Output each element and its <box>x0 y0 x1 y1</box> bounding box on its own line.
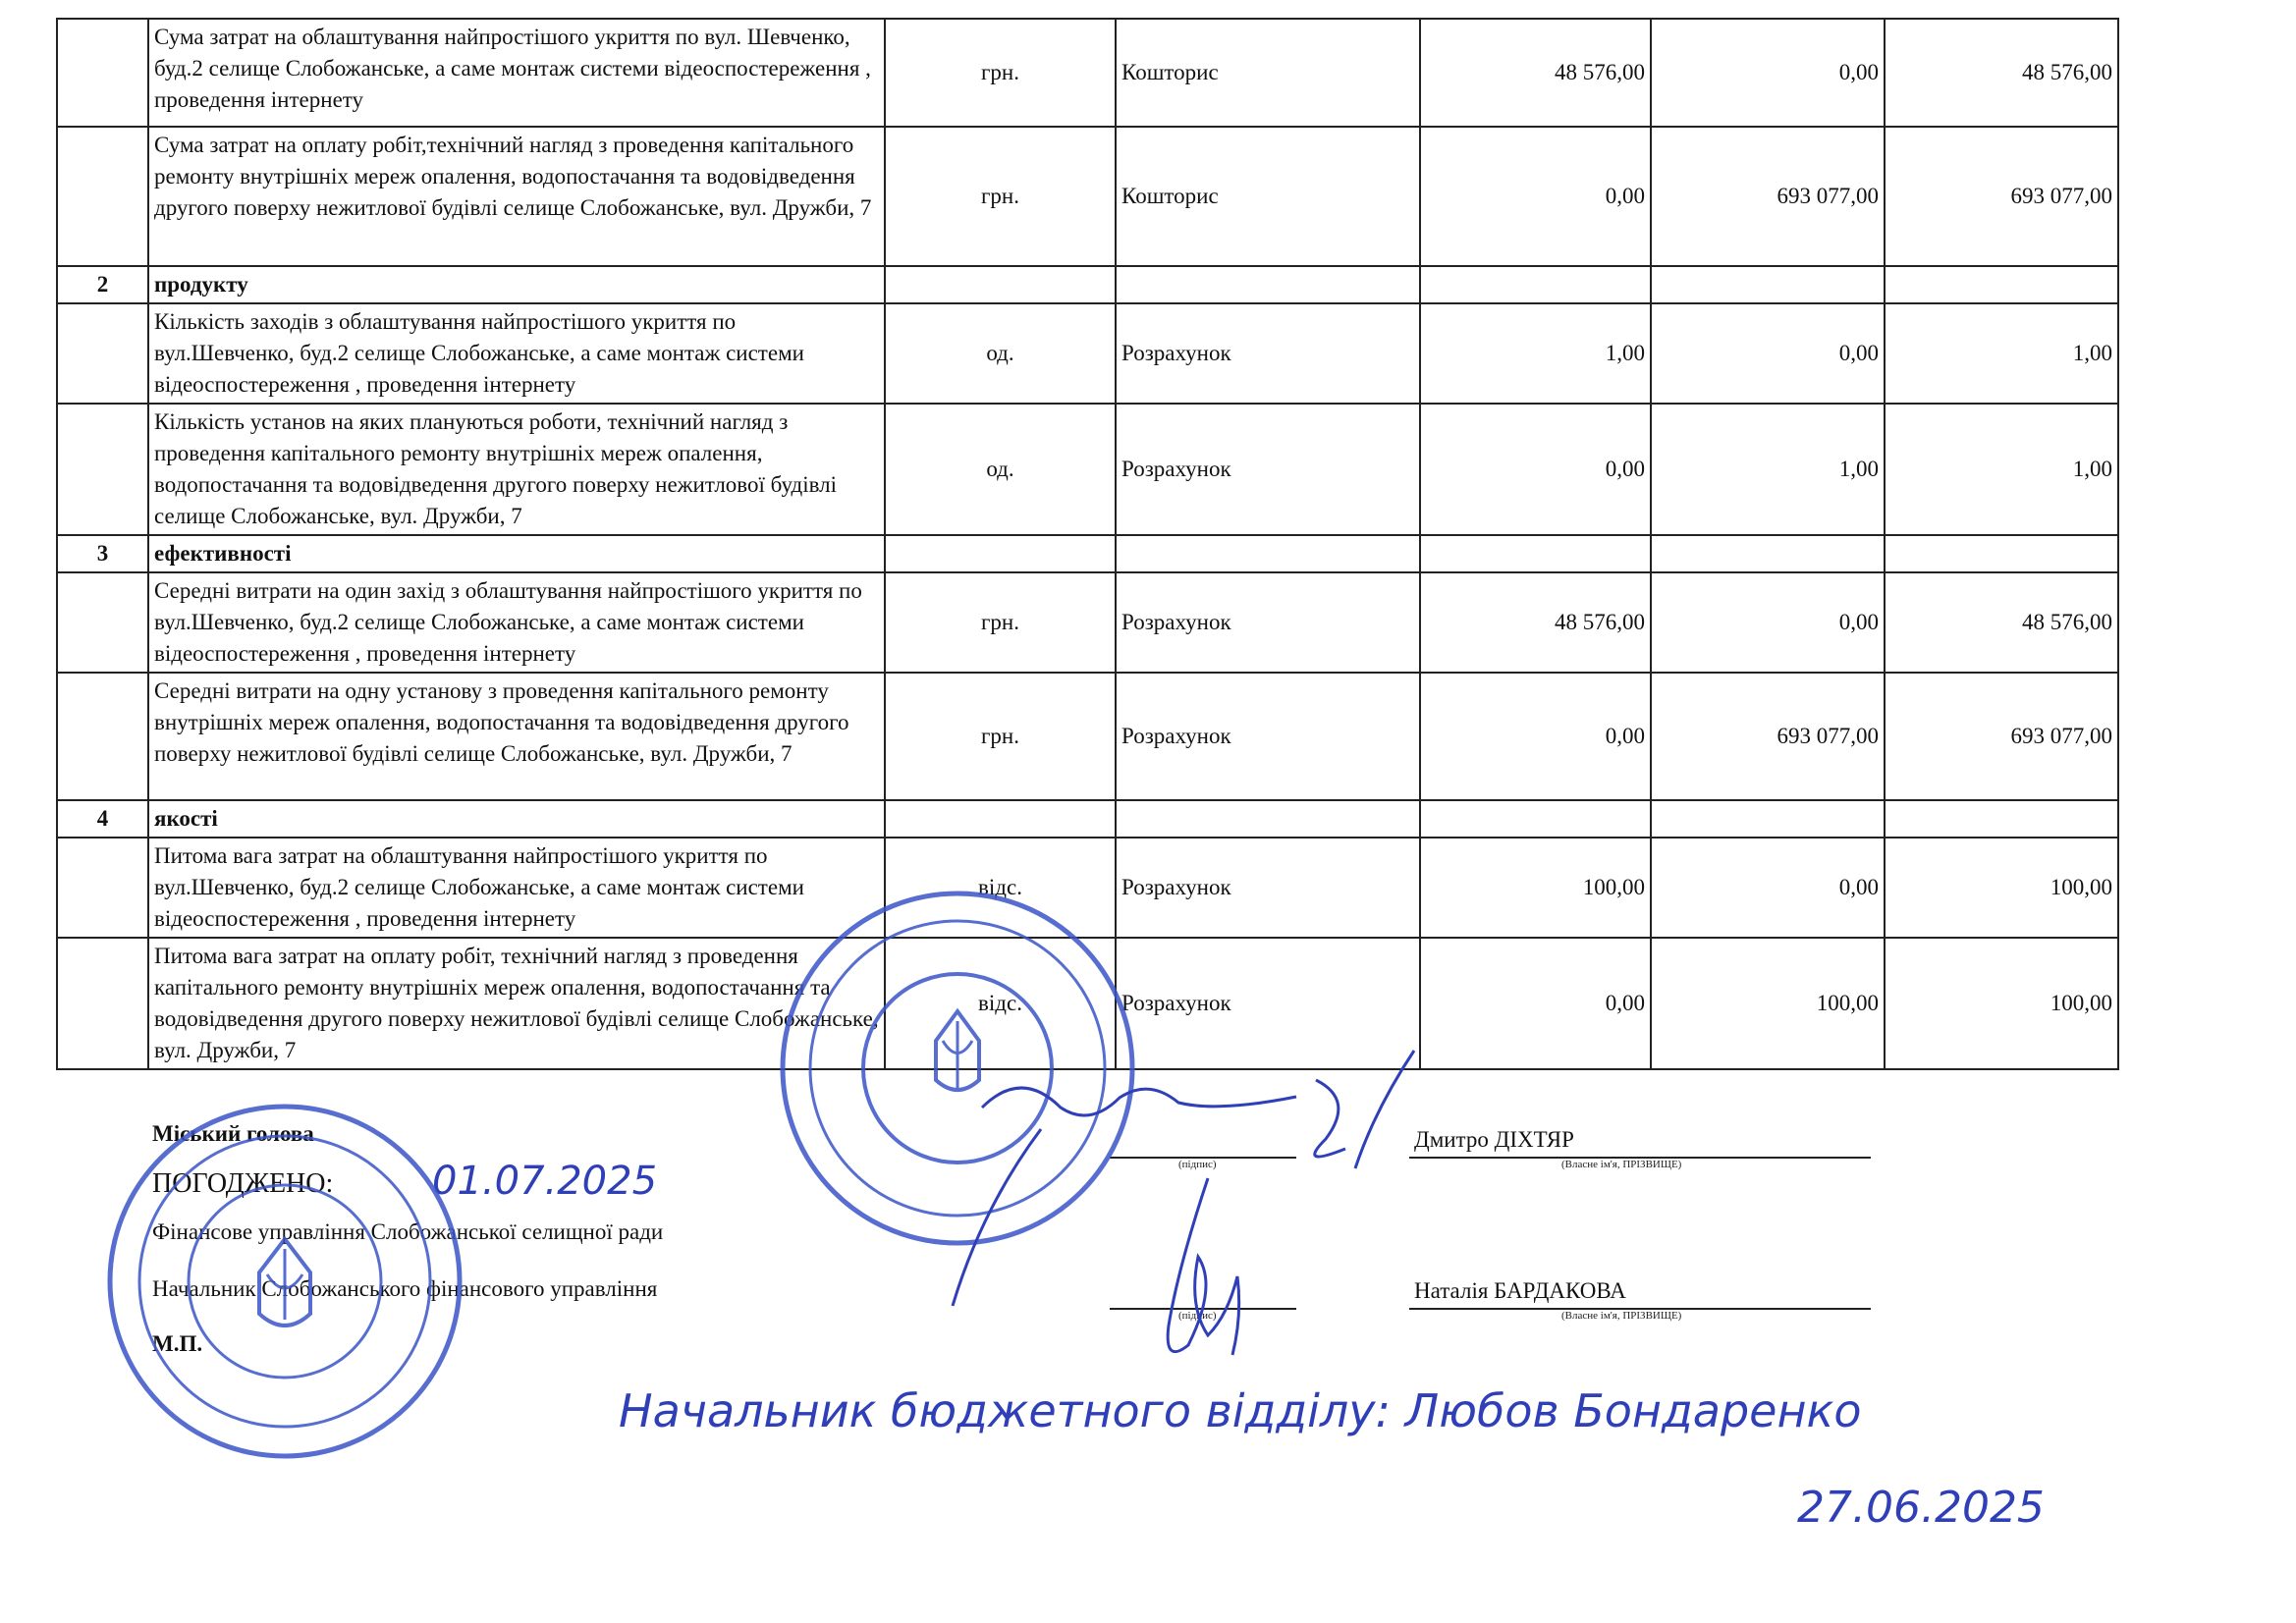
value-fund-general: 0,00 <box>1420 127 1651 266</box>
unit-cell: грн. <box>885 673 1116 800</box>
value-fund-general: 100,00 <box>1420 838 1651 938</box>
source-cell: Розрахунок <box>1116 572 1420 673</box>
value-total: 693 077,00 <box>1885 127 2118 266</box>
value-fund-special: 0,00 <box>1651 303 1885 404</box>
value-fund-general: 0,00 <box>1420 404 1651 535</box>
indicator-name: Питома вага затрат на оплату робіт, технічний нагляд з проведення капітального ремонту внутрішніх мереж опалення, водопостачання та водовідведення другого поверху нежитлової будівлі селище Слобожанське, вул. Дружби, 7 <box>148 938 885 1069</box>
mayor-signature-caption: (підпис) <box>1178 1159 1217 1170</box>
section-number: 2 <box>57 266 148 303</box>
mayor-name-caption: (Власне ім'я, ПРІЗВИЩЕ) <box>1561 1159 1682 1170</box>
indicator-name: Сума затрат на оплату робіт,технічний нагляд з проведення капітального ремонту внутрішніх мереж опалення, водопостачання та водовідведення другого поверху нежитлової будівлі селище Слобожанське, вул. Дружби, 7 <box>148 127 885 266</box>
agreed-label: ПОГОДЖЕНО: <box>152 1168 334 1199</box>
value-fund-special: 693 077,00 <box>1651 673 1885 800</box>
unit-cell: грн. <box>885 572 1116 673</box>
source-cell: Розрахунок <box>1116 838 1420 938</box>
council-seal-icon <box>783 893 1132 1243</box>
mayor-name: Дмитро ДІХТЯР <box>1414 1127 1574 1152</box>
indicator-name: Середні витрати на одну установу з проведення капітального ремонту внутрішніх мереж опалення, водопостачання та водовідведення другого поверху нежитлової будівлі селище Слобожанське, вул. Дружби, 7 <box>148 673 885 800</box>
finance-head-signature-caption: (підпис) <box>1178 1310 1217 1322</box>
finance-head-name-caption: (Власне ім'я, ПРІЗВИЩЕ) <box>1561 1310 1682 1322</box>
handwritten-agreed-date: 01.07.2025 <box>432 1159 658 1204</box>
finance-department: Фінансове управління Слобожанської селищної ради <box>152 1219 664 1244</box>
source-cell: Розрахунок <box>1116 673 1420 800</box>
value-total: 100,00 <box>1885 838 2118 938</box>
value-fund-special: 0,00 <box>1651 838 1885 938</box>
value-fund-general: 48 576,00 <box>1420 572 1651 673</box>
value-total: 1,00 <box>1885 404 2118 535</box>
indicator-name: Кількість заходів з облаштування найпростішого укриття по вул.Шевченко, буд.2 селище Слобожанське, а саме монтаж системи відеоспостереження , проведення інтернету <box>148 303 885 404</box>
source-cell: Розрахунок <box>1116 303 1420 404</box>
value-fund-general: 1,00 <box>1420 303 1651 404</box>
value-total: 48 576,00 <box>1885 19 2118 127</box>
handwritten-budget-note: Начальник бюджетного відділу: Любов Бондаренко <box>619 1384 1862 1437</box>
value-fund-special: 0,00 <box>1651 572 1885 673</box>
finance-head-name: Наталія БАРДАКОВА <box>1414 1278 1626 1303</box>
handwritten-note-date: 27.06.2025 <box>1797 1483 2045 1533</box>
value-total: 1,00 <box>1885 303 2118 404</box>
value-fund-general: 0,00 <box>1420 673 1651 800</box>
value-total: 100,00 <box>1885 938 2118 1069</box>
unit-cell: відс. <box>885 838 1116 938</box>
unit-cell: грн. <box>885 19 1116 127</box>
value-total: 693 077,00 <box>1885 673 2118 800</box>
indicator-name: Середні витрати на один захід з облаштування найпростішого укриття по вул.Шевченко, буд.2 селище Слобожанське, а саме монтаж системи відеоспостереження , проведення інтернету <box>148 572 885 673</box>
unit-cell: відс. <box>885 938 1116 1069</box>
section-title: продукту <box>148 266 885 303</box>
indicator-name: Питома вага затрат на облаштування найпростішого укриття по вул.Шевченко, буд.2 селище Слобожанське, а саме монтаж системи відеоспостереження , проведення інтернету <box>148 838 885 938</box>
source-cell: Кошторис <box>1116 19 1420 127</box>
finance-head-signature-icon <box>1168 1178 1239 1355</box>
section-number: 3 <box>57 535 148 572</box>
unit-cell: од. <box>885 303 1116 404</box>
source-cell: Кошторис <box>1116 127 1420 266</box>
source-cell: Розрахунок <box>1116 938 1420 1069</box>
finance-seal-icon <box>110 1107 460 1456</box>
value-fund-special: 100,00 <box>1651 938 1885 1069</box>
value-fund-general: 0,00 <box>1420 938 1651 1069</box>
value-fund-special: 693 077,00 <box>1651 127 1885 266</box>
value-fund-general: 48 576,00 <box>1420 19 1651 127</box>
section-title: ефективності <box>148 535 885 572</box>
section-title: якості <box>148 800 885 838</box>
mayor-signature-icon <box>953 1051 1414 1306</box>
unit-cell: од. <box>885 404 1116 535</box>
mayor-label: Міський голова <box>152 1121 314 1146</box>
value-total: 48 576,00 <box>1885 572 2118 673</box>
indicator-name: Сума затрат на облаштування найпростішого укриття по вул. Шевченко, буд.2 селище Слобожанське, а саме монтаж системи відеоспостереження , проведення інтернету <box>148 19 885 127</box>
value-fund-special: 1,00 <box>1651 404 1885 535</box>
section-number: 4 <box>57 800 148 838</box>
value-fund-special: 0,00 <box>1651 19 1885 127</box>
indicator-name: Кількість установ на яких плануються роботи, технічний нагляд з проведення капітального ремонту внутрішніх мереж опалення, водопостачання та водовідведення другого поверху нежитлової будівлі селище Слобожанське, вул. Дружби, 7 <box>148 404 885 535</box>
source-cell: Розрахунок <box>1116 404 1420 535</box>
unit-cell: грн. <box>885 127 1116 266</box>
seal-place-label: М.П. <box>152 1331 203 1356</box>
finance-head-label: Начальник Слобожанського фінансового управління <box>152 1276 658 1301</box>
